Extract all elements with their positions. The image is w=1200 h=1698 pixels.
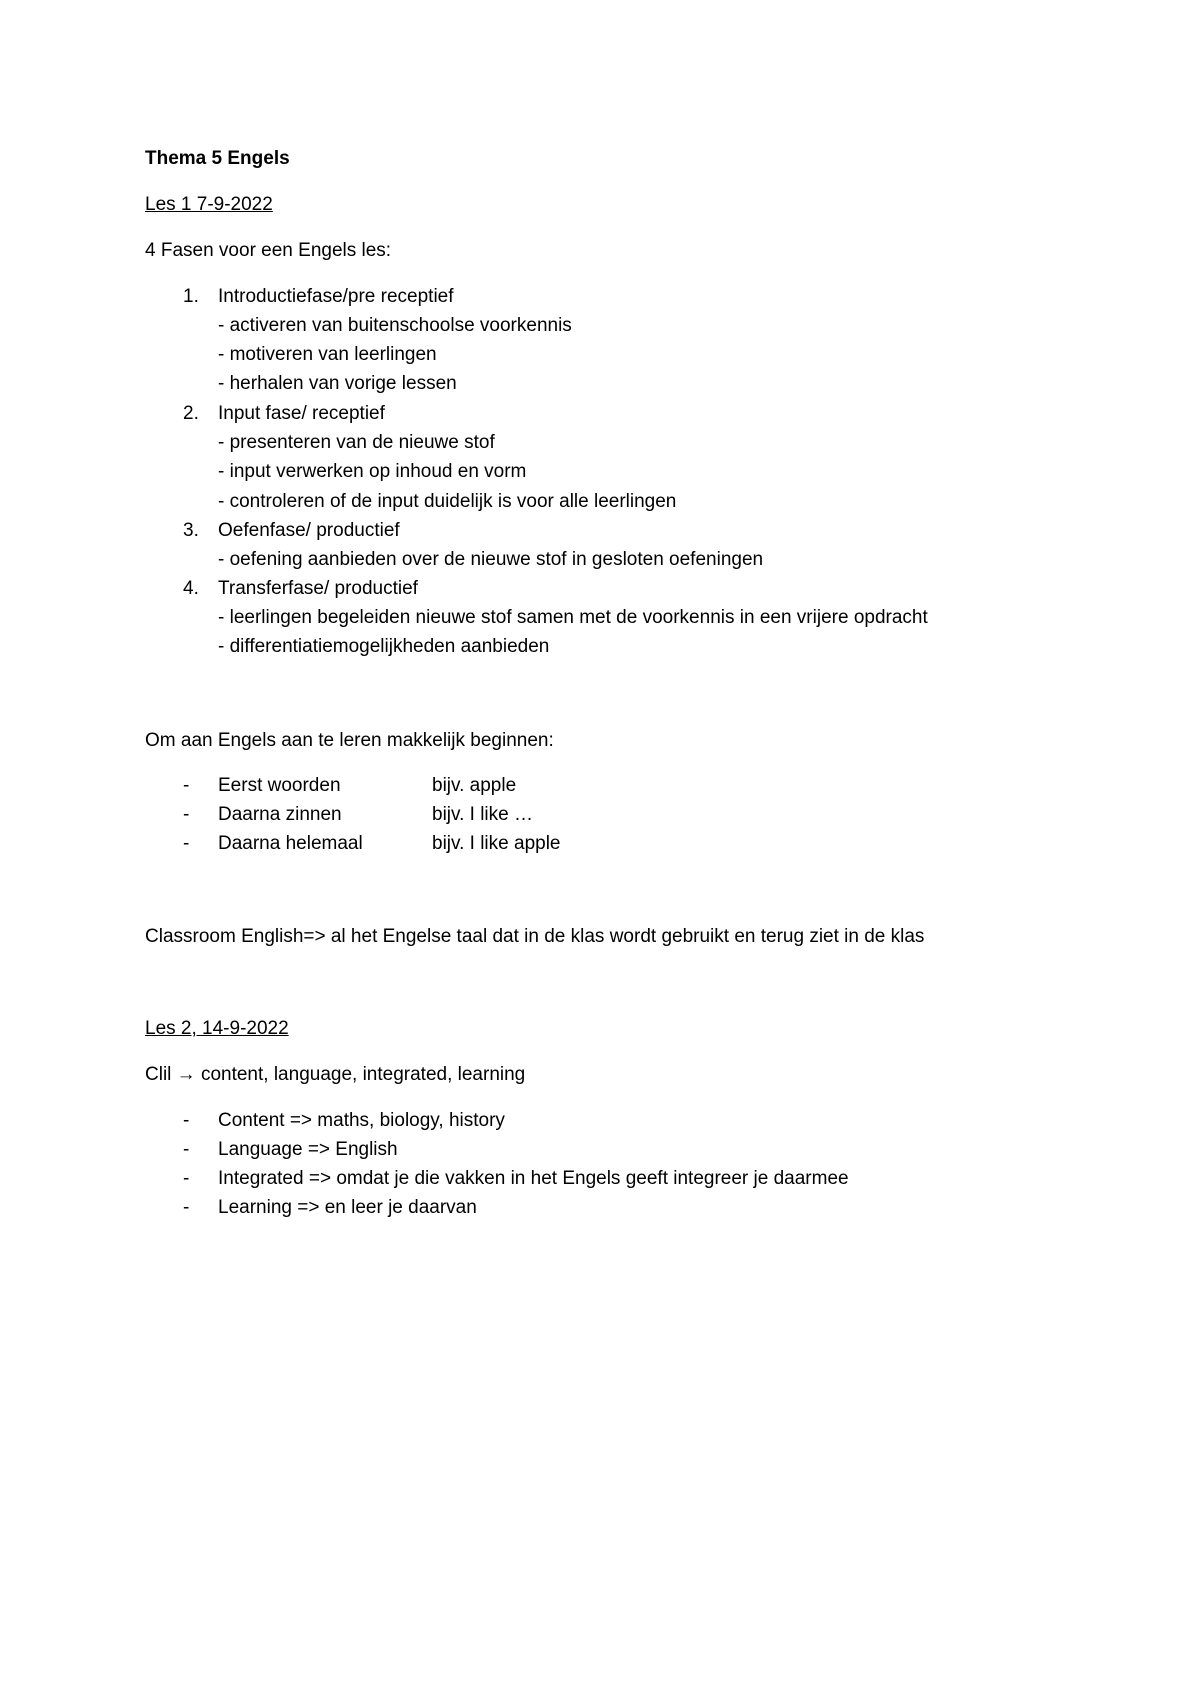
classroom-english-note: Classroom English=> al het Engelse taal dat in de klas wordt gebruikt en terug ziet in de klas — [145, 926, 925, 947]
step-example: bijv. apple — [432, 775, 517, 796]
phase-detail: - input verwerken op inhoud en vorm — [218, 461, 527, 482]
phase-number: 4. — [183, 578, 199, 599]
clil-item-text: Language => English — [218, 1139, 398, 1160]
phase-number: 1. — [183, 286, 199, 307]
bullet-dash: - — [183, 1168, 190, 1189]
bullet-dash: - — [183, 1139, 190, 1160]
phases-intro: 4 Fasen voor een Engels les: — [145, 240, 392, 261]
step-label: Daarna helemaal — [218, 833, 363, 854]
phase-detail: - presenteren van de nieuwe stof — [218, 432, 495, 453]
phase-detail: - oefening aanbieden over de nieuwe stof in gesloten oefeningen — [218, 549, 764, 570]
phase-detail: - differentiatiemogelijkheden aanbieden — [218, 636, 550, 657]
step-label: Daarna zinnen — [218, 804, 342, 825]
phase-detail: - controleren of de input duidelijk is voor alle leerlingen — [218, 491, 677, 512]
lesson1-heading: Les 1 7-9-2022 — [145, 194, 273, 215]
phase-detail: - motiveren van leerlingen — [218, 344, 437, 365]
clil-line — [145, 1063, 525, 1087]
bullet-dash: - — [183, 775, 190, 796]
phase-number: 3. — [183, 520, 199, 541]
clil-item-text: Learning => en leer je daarvan — [218, 1197, 477, 1218]
phase-detail: - leerlingen begeleiden nieuwe stof samen met de voorkennis in een vrijere opdracht — [218, 607, 928, 628]
step-example: bijv. I like … — [432, 804, 534, 825]
bullet-dash: - — [183, 1197, 190, 1218]
phase-detail: - herhalen van vorige lessen — [218, 373, 457, 394]
step-example: bijv. I like apple — [432, 833, 561, 854]
phase-title: Input fase/ receptief — [218, 403, 385, 424]
start-heading: Om aan Engels aan te leren makkelijk beginnen: — [145, 730, 554, 751]
phase-title: Introductiefase/pre receptief — [218, 286, 454, 307]
clil-definition: content, language, integrated, learning — [200, 1064, 526, 1085]
clil-prefix: Clil — [145, 1064, 172, 1085]
lesson2-heading: Les 2, 14-9-2022 — [145, 1018, 289, 1039]
step-label: Eerst woorden — [218, 775, 341, 796]
document-title: Thema 5 Engels — [145, 148, 290, 169]
bullet-dash: - — [183, 1110, 190, 1131]
bullet-dash: - — [183, 833, 190, 854]
phase-title: Transferfase/ productief — [218, 578, 418, 599]
bullet-dash: - — [183, 804, 190, 825]
clil-item-text: Integrated => omdat je die vakken in het Engels geeft integreer je daarmee — [218, 1168, 849, 1189]
arrow-right-icon: → — [176, 1064, 196, 1085]
phase-number: 2. — [183, 403, 199, 424]
phase-detail: - activeren van buitenschoolse voorkennis — [218, 315, 572, 336]
phase-title: Oefenfase/ productief — [218, 520, 400, 541]
clil-item-text: Content => maths, biology, history — [218, 1110, 505, 1131]
